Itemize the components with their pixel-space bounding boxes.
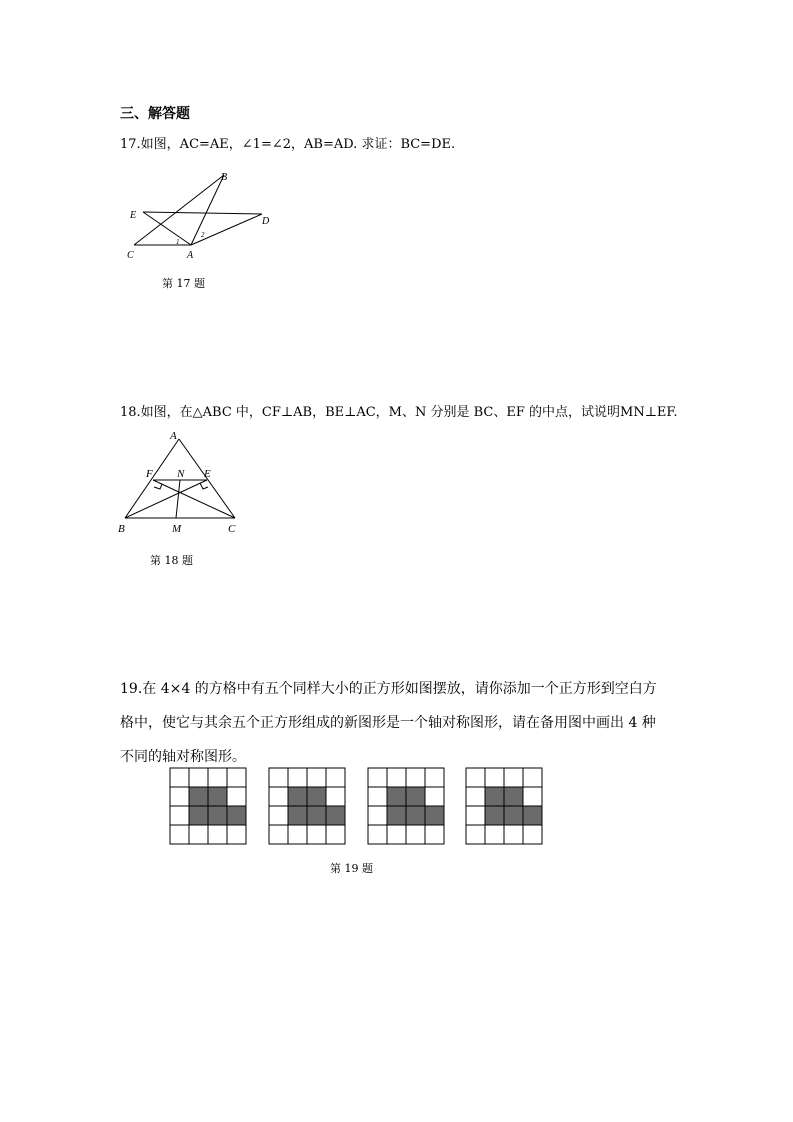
empty-cell: [523, 768, 542, 787]
question-17-figure: [120, 165, 280, 265]
shaded-cell: [485, 806, 504, 825]
empty-cell: [425, 768, 444, 787]
segment-AD: [191, 214, 262, 245]
empty-cell: [368, 787, 387, 806]
shaded-cell: [387, 806, 406, 825]
empty-cell: [227, 787, 246, 806]
empty-cell: [466, 787, 485, 806]
grid-spare-2: [368, 768, 444, 844]
section-title: 三、解答题: [120, 106, 190, 122]
shaded-cell: [406, 787, 425, 806]
empty-cell: [170, 825, 189, 844]
empty-cell: [189, 768, 208, 787]
label-E: E: [204, 468, 211, 480]
empty-cell: [208, 768, 227, 787]
angle-1-label: 1: [176, 238, 180, 246]
label-C: C: [127, 250, 134, 261]
segment-EA: [143, 212, 191, 245]
label-F: F: [146, 468, 153, 480]
grid-spare-1: [269, 768, 345, 844]
question-18-figure: [112, 425, 252, 540]
label-M: M: [172, 523, 182, 535]
shaded-cell: [406, 806, 425, 825]
shaded-cell: [523, 806, 542, 825]
empty-cell: [485, 768, 504, 787]
empty-cell: [466, 825, 485, 844]
empty-cell: [368, 825, 387, 844]
shaded-cell: [425, 806, 444, 825]
empty-cell: [170, 768, 189, 787]
empty-cell: [288, 768, 307, 787]
segment-AB: [191, 175, 224, 245]
shaded-cell: [288, 806, 307, 825]
empty-cell: [368, 806, 387, 825]
grid-spare-3: [466, 768, 542, 844]
grid-original: [170, 768, 246, 844]
empty-cell: [307, 825, 326, 844]
empty-cell: [523, 825, 542, 844]
question-17-text: 17.如图，AC=AE，∠1=∠2，AB=AD. 求证：BC=DE.: [120, 137, 456, 152]
label-B: B: [221, 172, 228, 183]
segment-NM: [176, 480, 180, 518]
segment-CB: [134, 175, 224, 245]
question-19-caption: 第 19 题: [330, 862, 373, 875]
empty-cell: [189, 825, 208, 844]
empty-cell: [504, 768, 523, 787]
empty-cell: [425, 825, 444, 844]
shaded-cell: [504, 806, 523, 825]
label-N: N: [177, 468, 185, 480]
question-19-text: [120, 672, 680, 774]
shaded-cell: [208, 806, 227, 825]
shaded-cell: [288, 787, 307, 806]
empty-cell: [307, 768, 326, 787]
right-angle-mark-E: [200, 483, 208, 489]
question-19-line-1: 19.在 4×4 的方格中有五个同样大小的正方形如图摆放，请你添加一个正方形到空白方: [120, 681, 657, 697]
label-A: A: [187, 250, 194, 261]
empty-cell: [208, 825, 227, 844]
empty-cell: [170, 806, 189, 825]
question-18-text: 18.如图，在△ABC 中，CF⊥AB，BE⊥AC，M、N 分别是 BC、EF 的中点，试说明MN⊥EF.: [120, 405, 678, 420]
shaded-cell: [189, 806, 208, 825]
question-17-caption: 第 17 题: [162, 277, 205, 290]
empty-cell: [227, 768, 246, 787]
empty-cell: [523, 787, 542, 806]
label-D: D: [262, 216, 270, 227]
empty-cell: [368, 768, 387, 787]
shaded-cell: [485, 787, 504, 806]
shaded-cell: [387, 787, 406, 806]
label-E: E: [130, 210, 137, 221]
empty-cell: [269, 825, 288, 844]
question-19-line-2: 格中，使它与其余五个正方形组成的新图形是一个轴对称图形，请在备用图中画出 4 种: [120, 715, 656, 731]
empty-cell: [326, 825, 345, 844]
empty-cell: [326, 787, 345, 806]
shaded-cell: [307, 806, 326, 825]
shaded-cell: [189, 787, 208, 806]
empty-cell: [466, 806, 485, 825]
empty-cell: [269, 787, 288, 806]
label-B: B: [118, 523, 125, 535]
empty-cell: [504, 825, 523, 844]
empty-cell: [269, 806, 288, 825]
shaded-cell: [208, 787, 227, 806]
shaded-cell: [326, 806, 345, 825]
label-A: A: [170, 430, 177, 442]
empty-cell: [485, 825, 504, 844]
angle-2-label: 2: [201, 231, 205, 239]
shaded-cell: [227, 806, 246, 825]
shaded-cell: [504, 787, 523, 806]
label-C: C: [228, 523, 236, 535]
empty-cell: [425, 787, 444, 806]
empty-cell: [406, 768, 425, 787]
empty-cell: [387, 825, 406, 844]
empty-cell: [406, 825, 425, 844]
empty-cell: [288, 825, 307, 844]
empty-cell: [387, 768, 406, 787]
shaded-cell: [307, 787, 326, 806]
segment-ED: [143, 212, 262, 214]
question-19-grids: [168, 766, 548, 846]
empty-cell: [227, 825, 246, 844]
empty-cell: [466, 768, 485, 787]
empty-cell: [326, 768, 345, 787]
question-18-caption: 第 18 题: [150, 554, 193, 567]
right-angle-mark-F: [154, 484, 162, 489]
empty-cell: [170, 787, 189, 806]
question-19-line-3: 不同的轴对称图形。: [120, 749, 246, 765]
empty-cell: [269, 768, 288, 787]
